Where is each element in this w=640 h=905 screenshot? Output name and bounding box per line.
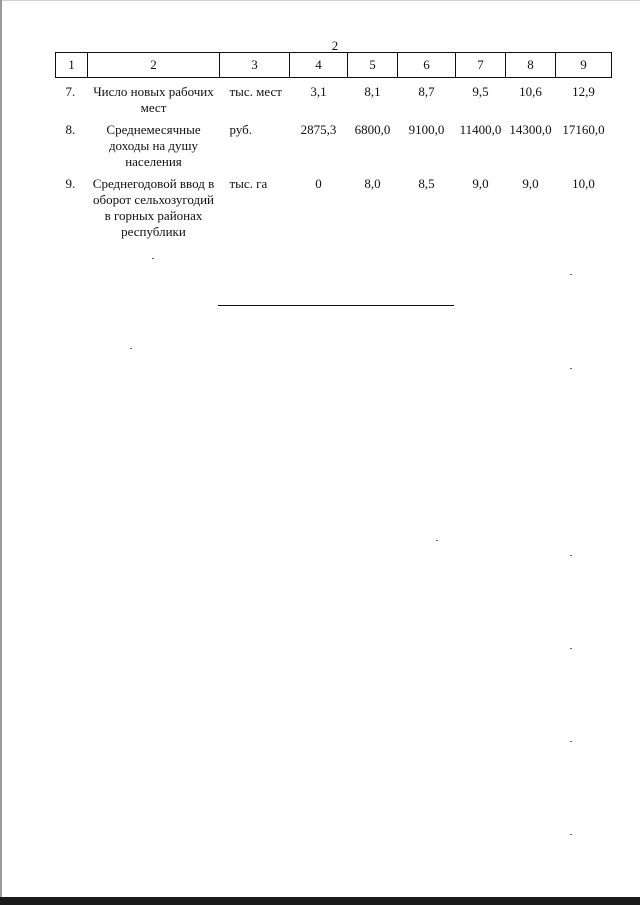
- row-number: 9.: [65, 176, 76, 191]
- scan-speck: [570, 274, 572, 275]
- value-cell: 9100,0: [408, 122, 445, 137]
- scan-speck: [130, 348, 132, 349]
- value-cell: 11400,0: [459, 122, 502, 137]
- scan-bottom-edge: [0, 897, 640, 905]
- value-cell: 0: [315, 176, 322, 191]
- value-cell: 2875,3: [300, 122, 337, 137]
- value-cell: 14300,0: [509, 122, 552, 137]
- unit-of-measure: руб.: [229, 122, 253, 137]
- value-cell: 10,0: [572, 176, 595, 191]
- value-cell: 9,0: [472, 176, 489, 191]
- value-cell: 12,9: [572, 84, 595, 99]
- column-header: 9: [556, 53, 612, 78]
- value-cell: 8,1: [364, 84, 381, 99]
- scan-speck: [570, 834, 572, 835]
- value-cell: 9,5: [472, 84, 489, 99]
- indicator-name: Среднегодовой ввод в оборот сельхозугодий в горных районах республики: [92, 176, 215, 239]
- value-cell: 6800,0: [354, 122, 391, 137]
- column-header: 7: [456, 53, 506, 78]
- value-cell: 9,0: [522, 176, 539, 191]
- column-header: 1: [56, 53, 88, 78]
- scan-speck: [570, 555, 572, 556]
- value-cell: 17160,0: [562, 122, 605, 137]
- value-cell: 8,0: [364, 176, 381, 191]
- scan-speck: [570, 648, 572, 649]
- scan-speck: [570, 741, 572, 742]
- indicator-name: Число новых рабочих мест: [93, 84, 214, 115]
- row-number: 7.: [65, 84, 76, 99]
- scan-speck: [152, 258, 154, 259]
- table-row: [56, 78, 612, 117]
- indicators-table-container: [55, 52, 611, 240]
- column-header: 3: [220, 53, 290, 78]
- scan-left-edge: [0, 0, 2, 905]
- column-number-row: [56, 53, 612, 78]
- value-cell: 10,6: [519, 84, 542, 99]
- column-header: 2: [88, 53, 220, 78]
- column-header: 4: [290, 53, 348, 78]
- scan-top-edge: [0, 0, 640, 1]
- value-cell: 8,5: [418, 176, 435, 191]
- row-number: 8.: [65, 122, 76, 137]
- scan-speck: [436, 540, 438, 541]
- column-header: 8: [506, 53, 556, 78]
- value-cell: 3,1: [310, 84, 327, 99]
- value-cell: 8,7: [418, 84, 435, 99]
- table-row: [56, 116, 612, 170]
- page-number: 2: [331, 38, 339, 53]
- table-row: [56, 170, 612, 240]
- end-of-document-rule: [218, 305, 454, 306]
- indicator-name: Среднемесячные доходы на душу населения: [106, 122, 201, 169]
- scan-speck: [570, 368, 572, 369]
- indicators-table: [55, 52, 612, 240]
- unit-of-measure: тыс. га: [229, 176, 268, 191]
- column-header: 6: [398, 53, 456, 78]
- unit-of-measure: тыс. мест: [229, 84, 282, 99]
- column-header: 5: [348, 53, 398, 78]
